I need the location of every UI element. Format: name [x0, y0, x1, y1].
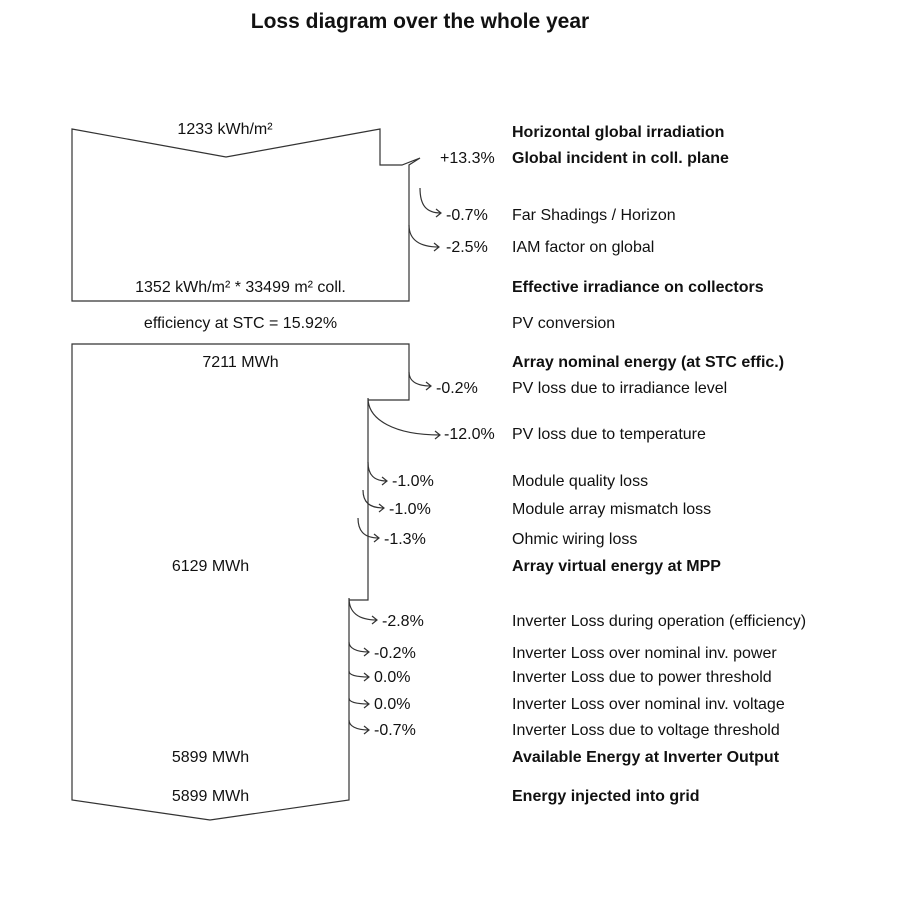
step-pct: -1.0%	[392, 473, 434, 490]
array-nominal-value: 7211 MWh	[202, 354, 279, 371]
step-label: Effective irradiance on collectors	[512, 279, 764, 296]
step-pct: 0.0%	[374, 669, 411, 686]
step-label: Ohmic wiring loss	[512, 531, 638, 548]
step-label: Inverter Loss over nominal inv. power	[512, 645, 777, 662]
injected-energy-value: 5899 MWh	[171, 788, 250, 805]
step-label: Available Energy at Inverter Output	[512, 749, 780, 766]
step-label: Global incident in coll. plane	[512, 150, 729, 167]
step-label: Far Shadings / Horizon	[512, 207, 676, 224]
step-label: Array virtual energy at MPP	[512, 558, 721, 575]
step-label: PV loss due to irradiance level	[512, 380, 728, 397]
step-label: Energy injected into grid	[512, 788, 700, 805]
step-label: PV loss due to temperature	[512, 426, 706, 443]
step-label: Inverter Loss during operation (efficiency)	[512, 613, 807, 630]
irradiance-flow-shape	[72, 129, 420, 301]
step-label: Module quality loss	[512, 473, 649, 490]
step-pct: -2.5%	[446, 239, 488, 256]
step-pct: 0.0%	[374, 696, 411, 713]
step-pct: -0.7%	[374, 722, 416, 739]
available-energy-value: 5899 MWh	[171, 749, 250, 766]
efficiency-value: efficiency at STC = 15.92%	[143, 315, 338, 332]
step-pct: -2.8%	[382, 613, 424, 630]
array-virtual-value: 6129 MWh	[171, 558, 250, 575]
step-pct: -0.2%	[436, 380, 478, 397]
effective-irradiance-value: 1352 kWh/m² * 33499 m² coll.	[135, 279, 346, 296]
step-label: IAM factor on global	[512, 239, 655, 256]
step-pct: -0.2%	[374, 645, 416, 662]
step-label: Inverter Loss due to voltage threshold	[512, 722, 780, 739]
step-label: Module array mismatch loss	[512, 501, 712, 518]
step-label: Horizontal global irradiation	[512, 124, 725, 141]
step-label: PV conversion	[512, 315, 616, 332]
step-pct: -1.0%	[389, 501, 431, 518]
step-pct: -0.7%	[446, 207, 488, 224]
step-pct: -1.3%	[384, 531, 426, 548]
step-label: Array nominal energy (at STC effic.)	[512, 354, 785, 371]
irradiation-value: 1233 kWh/m²	[177, 121, 273, 138]
step-label: Inverter Loss over nominal inv. voltage	[512, 696, 785, 713]
step-label: Inverter Loss due to power threshold	[512, 669, 772, 686]
diagram-title: Loss diagram over the whole year	[250, 10, 590, 33]
step-pct: +13.3%	[440, 150, 495, 167]
step-pct: -12.0%	[444, 426, 495, 443]
